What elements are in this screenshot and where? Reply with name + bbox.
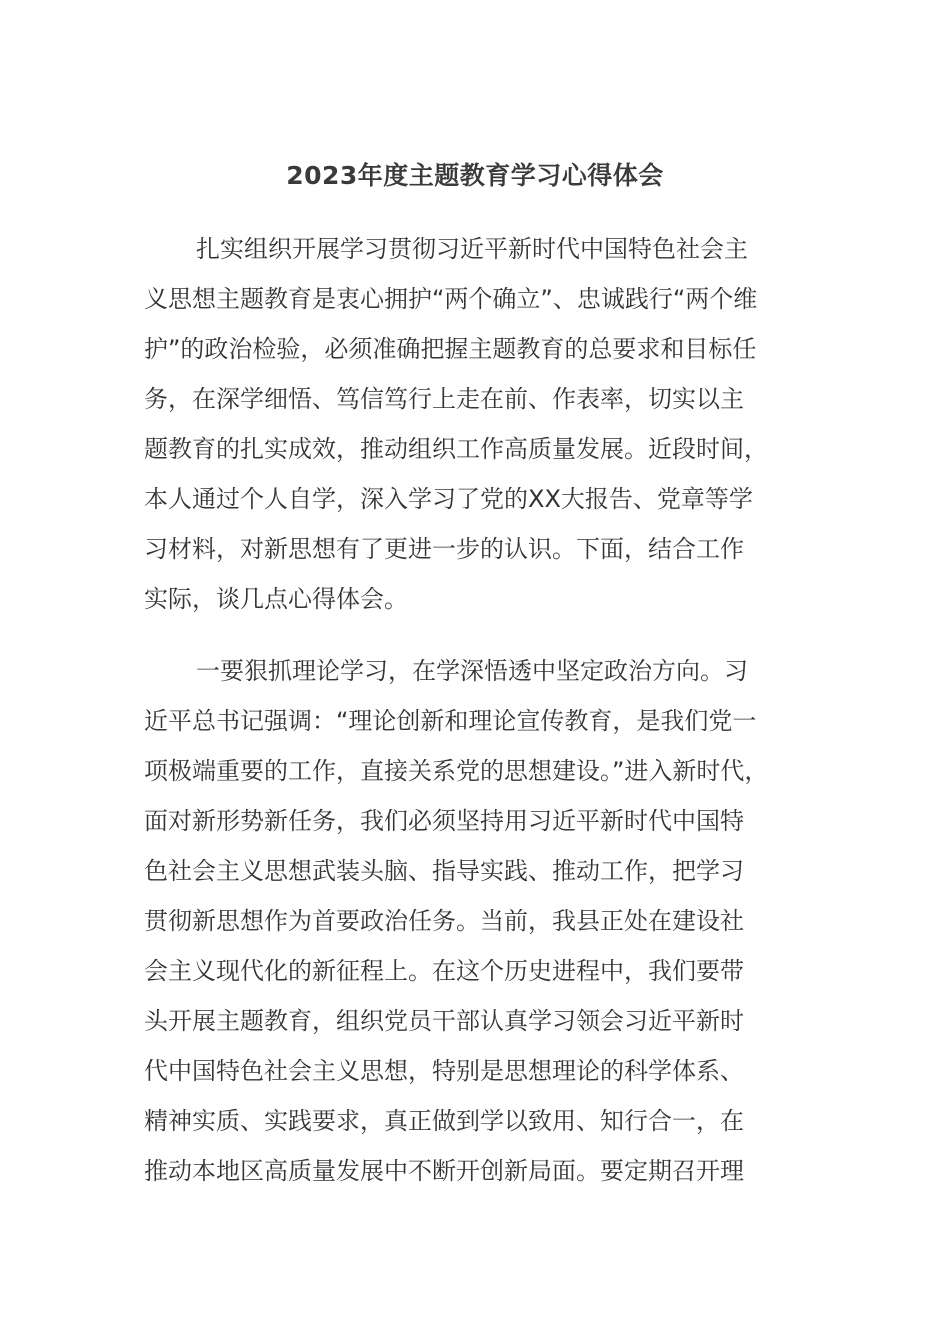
paragraph-line: 头开展主题教育，组织党员干部认真学习领会习近平新时	[144, 1007, 744, 1035]
paragraph-line: 精神实质、实践要求，真正做到学以致用、知行合一，在	[144, 1107, 744, 1135]
paragraph-line: 题教育的扎实成效，推动组织工作高质量发展。近段时间，	[144, 435, 768, 463]
paragraph-line: 面对新形势新任务，我们必须坚持用习近平新时代中国特	[144, 807, 744, 835]
paragraph-line: 代中国特色社会主义思想，特别是思想理论的科学体系、	[144, 1057, 744, 1085]
paragraph-line: 务，在深学细悟、笃信笃行上走在前、作表率，切实以主	[144, 385, 744, 413]
paragraph-line: 会主义现代化的新征程上。在这个历史进程中，我们要带	[144, 957, 744, 985]
paragraph-line: 近平总书记强调：“理论创新和理论宣传教育，是我们党一	[144, 707, 757, 735]
document-title: 2023年度主题教育学习心得体会	[286, 161, 664, 190]
paragraph-line: 色社会主义思想武装头脑、指导实践、推动工作，把学习	[144, 857, 744, 885]
paragraph-line: 实际，谈几点心得体会。	[144, 585, 408, 613]
paragraph-theory-study	[144, 646, 812, 1196]
paragraph-line: 贯彻新思想作为首要政治任务。当前，我县正处在建设社	[144, 907, 744, 935]
paragraph-line: 扎实组织开展学习贯彻习近平新时代中国特色社会主	[196, 235, 748, 263]
paragraph-line: 护”的政治检验，必须准确把握主题教育的总要求和目标任	[144, 335, 757, 363]
paragraph-line: 一要狠抓理论学习，在学深悟透中坚定政治方向。习	[196, 657, 748, 685]
paragraph-line: 义思想主题教育是衷心拥护“两个确立”、忠诚践行“两个维	[144, 285, 758, 313]
paragraph-line: 项极端重要的工作，直接关系党的思想建设。”进入新时代，	[144, 757, 769, 785]
paragraph-line: 本人通过个人自学，深入学习了党的XX大报告、党章等学	[144, 485, 753, 513]
paragraph-line: 推动本地区高质量发展中不断开创新局面。要定期召开理	[144, 1157, 744, 1185]
paragraph-line: 习材料，对新思想有了更进一步的认识。下面，结合工作	[144, 535, 744, 563]
paragraph-intro	[144, 224, 812, 624]
